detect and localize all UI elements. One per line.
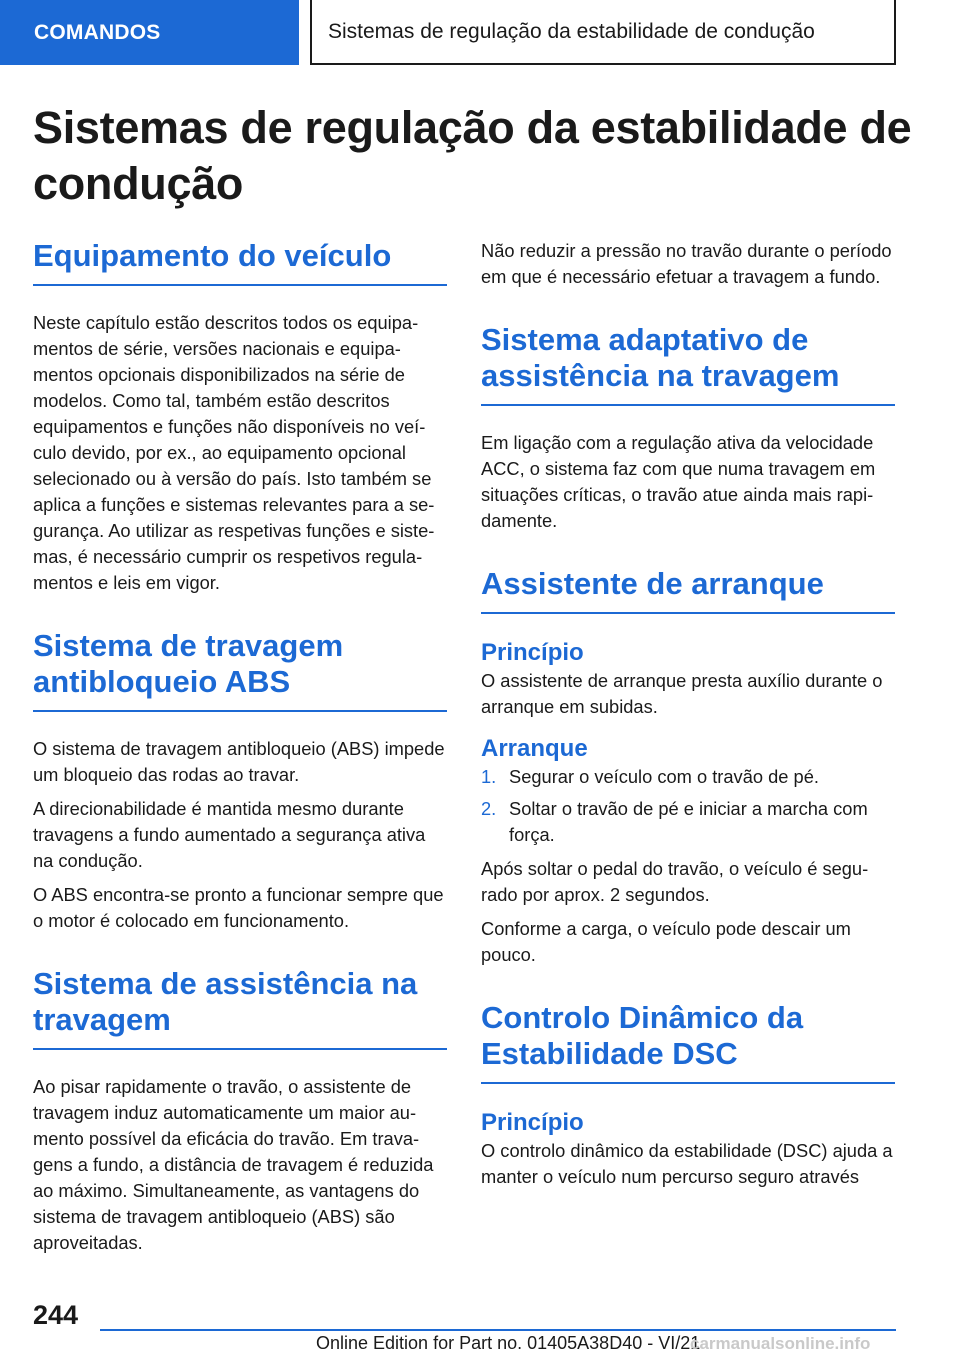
subsection-title-principio: Princípio bbox=[481, 639, 584, 666]
section-title-equipamento: Equipamento do veículo bbox=[33, 238, 447, 286]
arranque-after-text: Conforme a carga, o veículo pode descair um pouco. bbox=[481, 918, 851, 965]
equipamento-text: Neste capítulo estão descritos todos os equipamentos de série, versões nacionais e equipamentos opcionais disponibilizados na série de modelos. Como tal, também estão descritos equipamentos e funções não disponíveis no veículo devido, por ex., ao equipamento opcional selecionado ou à versão do país. Isto também se aplica a funções e sistemas relevantes para a segurança. Ao utilizar as respetivas funções e sistemas, é necessário cumprir os respetivos regulamentos e leis em vigor. bbox=[33, 312, 435, 593]
arranque-principio-text: O assistente de arranque presta auxílio durante o arranque em subidas. bbox=[481, 670, 883, 717]
section-title-abs: Sistema de travagem antibloqueio ABS bbox=[33, 628, 447, 712]
section-title-assistencia: Sistema de assistência na travagem bbox=[33, 966, 447, 1050]
page-title: Sistemas de regulação da estabilidade de condução bbox=[33, 102, 912, 209]
abs-paragraph: O sistema de travagem antibloqueio (ABS) impede um bloqueio das rodas ao travar. bbox=[33, 738, 445, 785]
step-number: 1. bbox=[481, 766, 497, 787]
step-text: Soltar o travão de pé e iniciar a marcha com força. bbox=[509, 798, 868, 845]
step-number: 2. bbox=[481, 798, 497, 819]
subsection-title-principio-dsc: Princípio bbox=[481, 1109, 584, 1136]
chapter-tab: Sistemas de regulação da estabilidade de condução bbox=[310, 0, 896, 65]
section-tab: COMANDOS bbox=[0, 0, 299, 65]
left-column bbox=[33, 238, 447, 1256]
adaptativo-text: Em ligação com a regulação ativa da velocidade ACC, o sistema faz com que numa travagem em situações críticas, o travão atue ainda mais rapidamente. bbox=[481, 432, 876, 531]
footer-divider bbox=[100, 1329, 896, 1331]
steps-list bbox=[481, 764, 895, 848]
arranque-after-text: Após soltar o pedal do travão, o veículo é segurado por aprox. 2 segundos. bbox=[481, 858, 869, 905]
dsc-principio-text: O controlo dinâmico da estabilidade (DSC) ajuda a manter o veículo num percurso seguro através bbox=[481, 1140, 893, 1187]
section-title-dsc: Controlo Dinâmico da Estabilidade DSC bbox=[481, 1000, 895, 1084]
right-column bbox=[481, 238, 895, 1190]
list-item bbox=[481, 764, 895, 790]
step-text: Segurar o veículo com o travão de pé. bbox=[509, 766, 819, 787]
assistencia-text: Ao pisar rapidamente o travão, o assistente de travagem induz automaticamente um maior aumento possível da eficácia do travão. Em travagens a fundo, a distância de travagem é reduzida ao máximo. Simultaneamente, as vantagens do sistema de travagem antibloqueio (ABS) são aproveitadas. bbox=[33, 1076, 434, 1253]
section-title-arranque: Assistente de arranque bbox=[481, 566, 895, 614]
page-number: 244 bbox=[33, 1300, 79, 1330]
list-item bbox=[481, 796, 895, 848]
abs-paragraph: O ABS encontra-se pronto a funcionar sempre que o motor é colocado em funcionamento. bbox=[33, 884, 444, 931]
continued-text: Não reduzir a pressão no travão durante o período em que é necessário efetuar a travagem a fundo. bbox=[481, 240, 892, 287]
section-title-adaptativo: Sistema adaptativo de assistência na travagem bbox=[481, 322, 895, 406]
abs-paragraph: A direcionabilidade é mantida mesmo durante travagens a fundo aumentado a segurança ativa na condução. bbox=[33, 798, 426, 871]
watermark: carmanualsonline.info bbox=[690, 1334, 871, 1353]
subsection-title-arranque: Arranque bbox=[481, 735, 588, 762]
edition-text: Online Edition for Part no. 01405A38D40 - VI/21 bbox=[316, 1333, 701, 1353]
